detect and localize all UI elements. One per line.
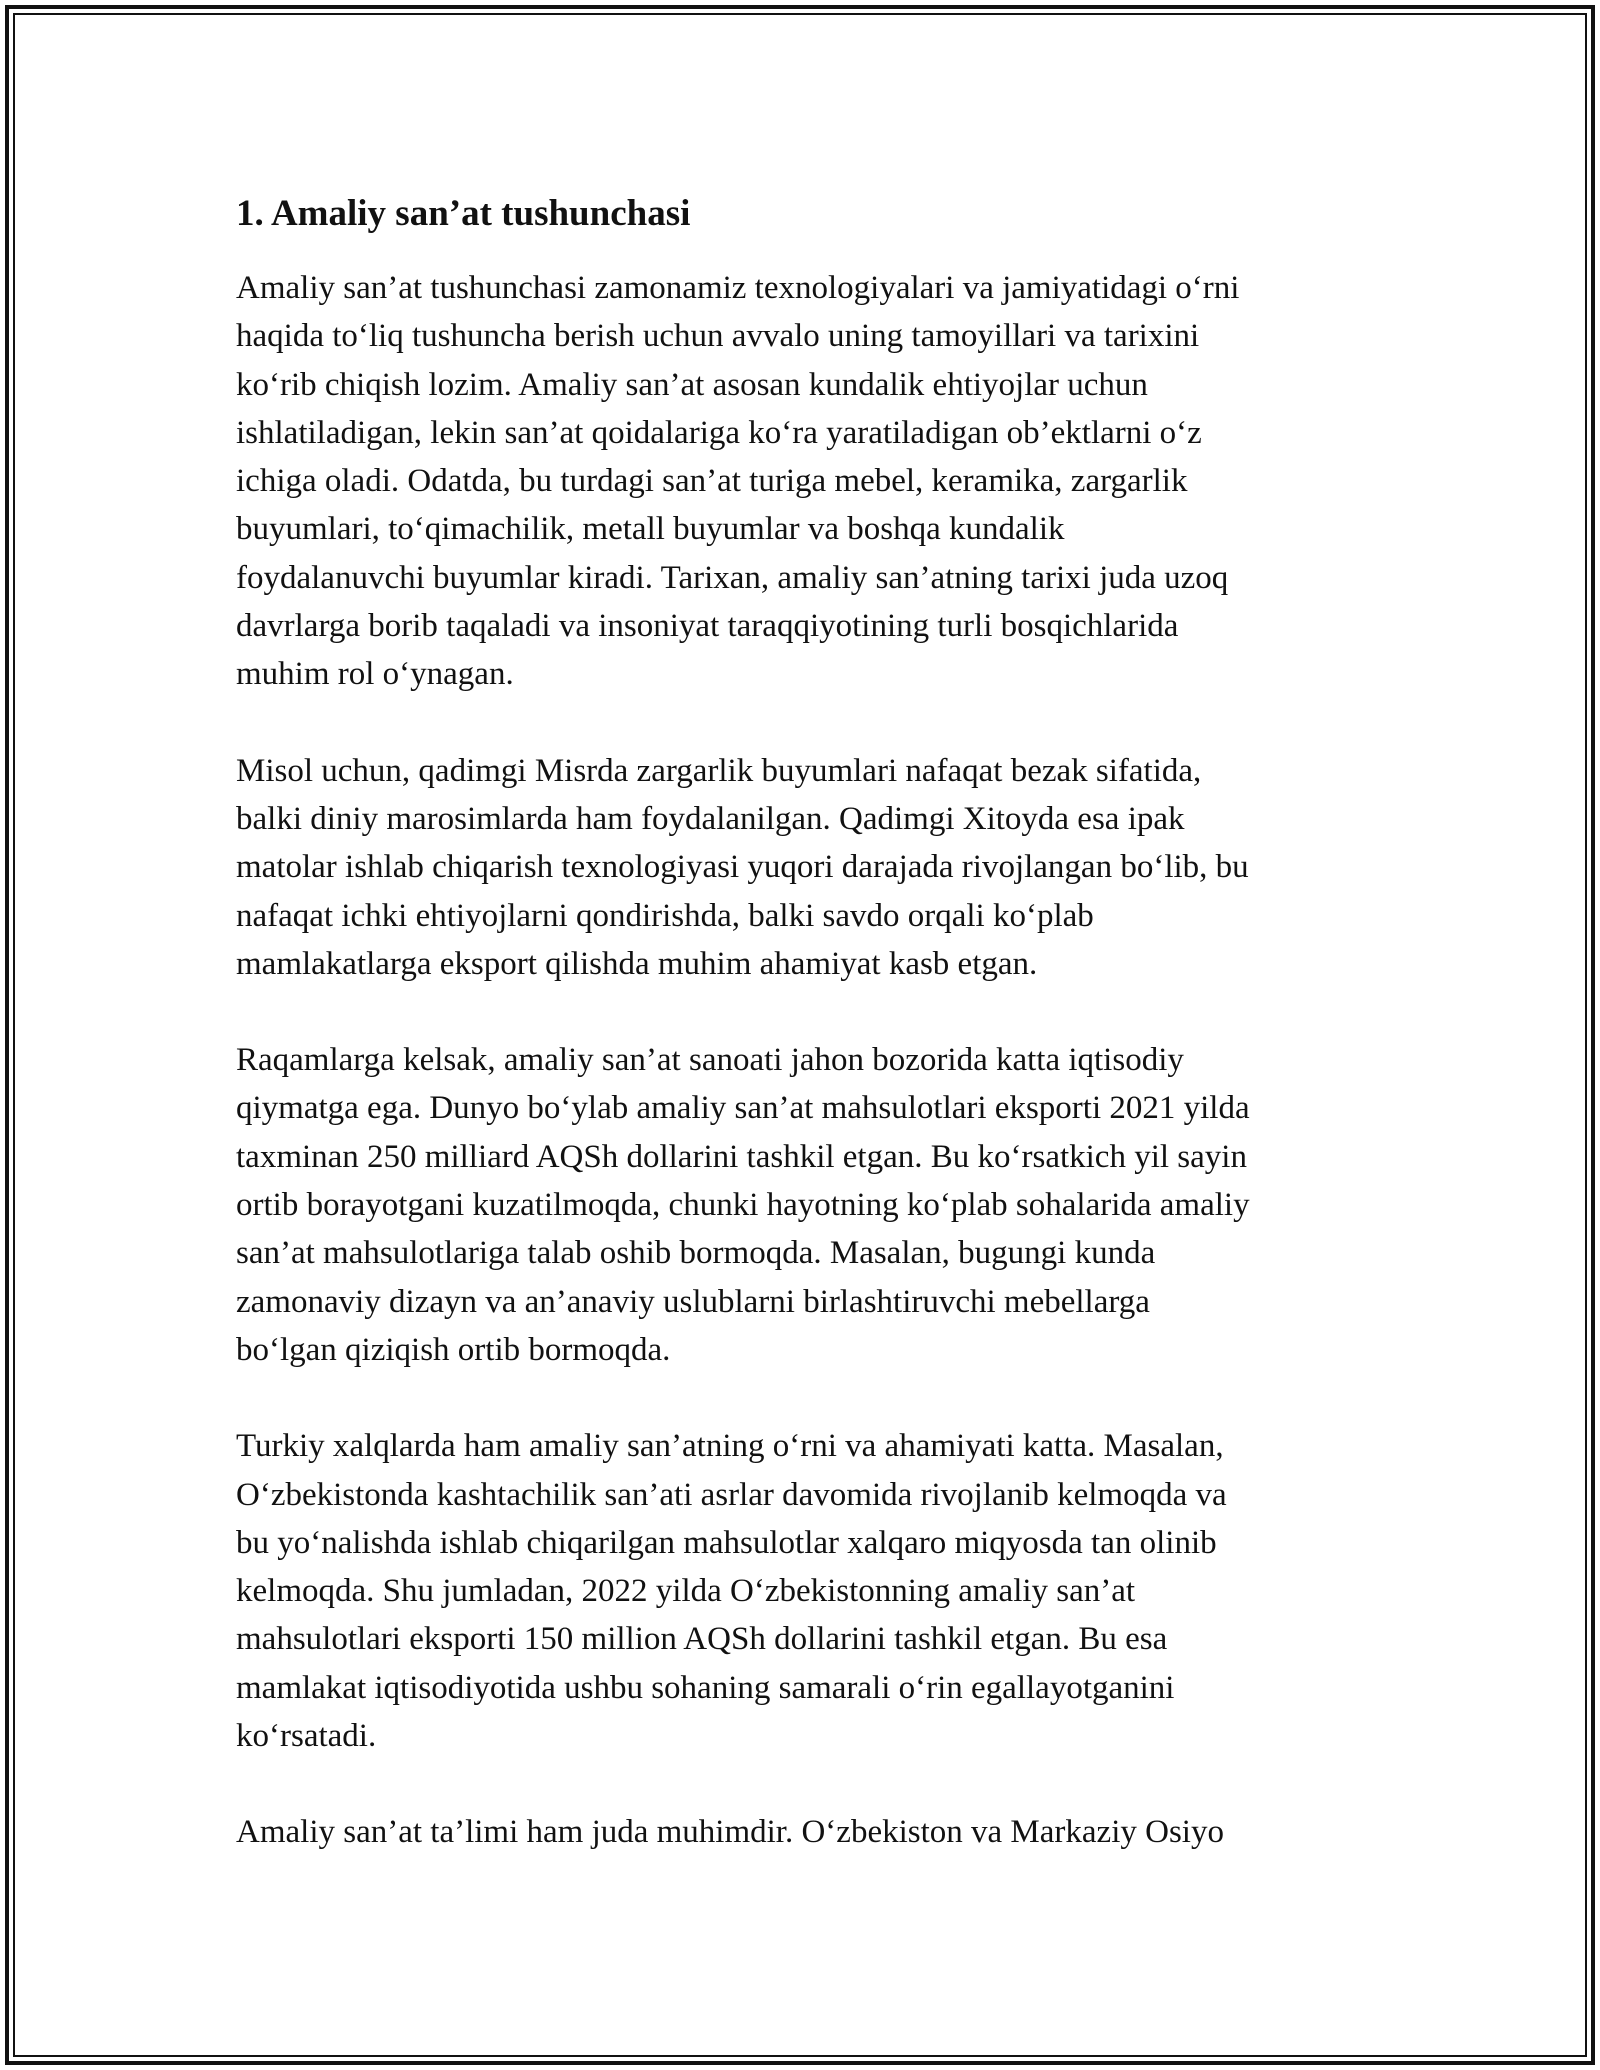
paragraph [236, 264, 1376, 699]
text-line: mahsulotlari eksporti 150 million AQSh dollarini tashkil etgan. Bu esa [236, 1621, 1168, 1658]
text-line: Raqamlarga kelsak, amaliy san’at sanoati jahon bozorida katta iqtisodiy [236, 1042, 1184, 1079]
text-line: Misol uchun, qadimgi Misrda zargarlik buyumlari nafaqat bezak sifatida, [236, 752, 1202, 789]
paragraph [236, 1036, 1376, 1374]
text-line: kelmoqda. Shu jumladan, 2022 yilda O‘zbekistonning amaliy san’at [236, 1573, 1136, 1610]
text-line: bu yo‘nalishda ishlab chiqarilgan mahsulotlar xalqaro miqyosda tan olinib [236, 1524, 1217, 1561]
text-line: nafaqat ichki ehtiyojlarni qondirishda, balki savdo orqali ko‘plab [236, 897, 1094, 934]
paragraph [236, 1808, 1376, 1856]
text-line: zamonaviy dizayn va an’anaviy uslublarni birlashtiruvchi mebellarga [236, 1283, 1150, 1320]
text-line: haqida to‘liq tushuncha berish uchun avvalo uning tamoyillari va tarixini [236, 318, 1200, 355]
paragraphs-container [236, 264, 1376, 1857]
text-line: davrlarga borib taqaladi va insoniyat taraqqiyotining turli bosqichlarida [236, 608, 1179, 645]
text-line: ishlatiladigan, lekin san’at qoidalariga ko‘ra yaratiladigan ob’ektlarni o‘z [236, 414, 1202, 451]
paragraph [236, 1422, 1376, 1760]
text-line: foydalanuvchi buyumlar kiradi. Tarixan, amaliy san’atning tarixi juda uzoq [236, 559, 1229, 596]
text-line: qiymatga ega. Dunyo bo‘ylab amaliy san’at mahsulotlari eksporti 2021 yilda [236, 1090, 1250, 1127]
text-line: san’at mahsulotlariga talab oshib bormoqda. Masalan, bugungi kunda [236, 1235, 1156, 1272]
text-line: O‘zbekistonda kashtachilik san’ati asrlar davomida rivojlanib kelmoqda va [236, 1476, 1227, 1513]
text-line: Amaliy san’at tushunchasi zamonamiz texnologiyalari va jamiyatidagi o‘rni [236, 270, 1240, 306]
text-line: ichiga oladi. Odatda, bu turdagi san’at turiga mebel, keramika, zargarlik [236, 463, 1188, 500]
text-line: mamlakatlarga eksport qilishda muhim ahamiyat kasb etgan. [236, 945, 1038, 982]
paragraph [236, 747, 1376, 988]
section-heading: 1. Amaliy san’at tushunchasi [236, 193, 691, 234]
text-line: balki diniy marosimlarda ham foydalanilgan. Qadimgi Xitoyda esa ipak [236, 800, 1185, 837]
text-line: bo‘lgan qiziqish ortib bormoqda. [236, 1331, 671, 1368]
text-line: ortib borayotgani kuzatilmoqda, chunki hayotning ko‘plab sohalarida amaliy [236, 1187, 1250, 1224]
text-line: taxminan 250 milliard AQSh dollarini tashkil etgan. Bu ko‘rsatkich yil sayin [236, 1138, 1247, 1175]
text-line: Amaliy san’at ta’limi ham juda muhimdir. O‘zbekiston va Markaziy Osiyo [236, 1814, 1224, 1851]
text-line: Turkiy xalqlarda ham amaliy san’atning o‘rni va ahamiyati katta. Masalan, [236, 1428, 1224, 1465]
text-line: mamlakat iqtisodiyotida ushbu sohaning samarali o‘rin egallayotganini [236, 1669, 1175, 1706]
document-body [236, 190, 1376, 1905]
text-line: muhim rol o‘ynagan. [236, 656, 514, 693]
text-line: matolar ishlab chiqarish texnologiyasi yuqori darajada rivojlangan bo‘lib, bu [236, 849, 1249, 886]
text-line: buyumlari, to‘qimachilik, metall buyumlar va boshqa kundalik [236, 511, 1065, 548]
text-line: ko‘rib chiqish lozim. Amaliy san’at asosan kundalik ehtiyojlar uchun [236, 366, 1148, 403]
text-line: ko‘rsatadi. [236, 1718, 377, 1755]
